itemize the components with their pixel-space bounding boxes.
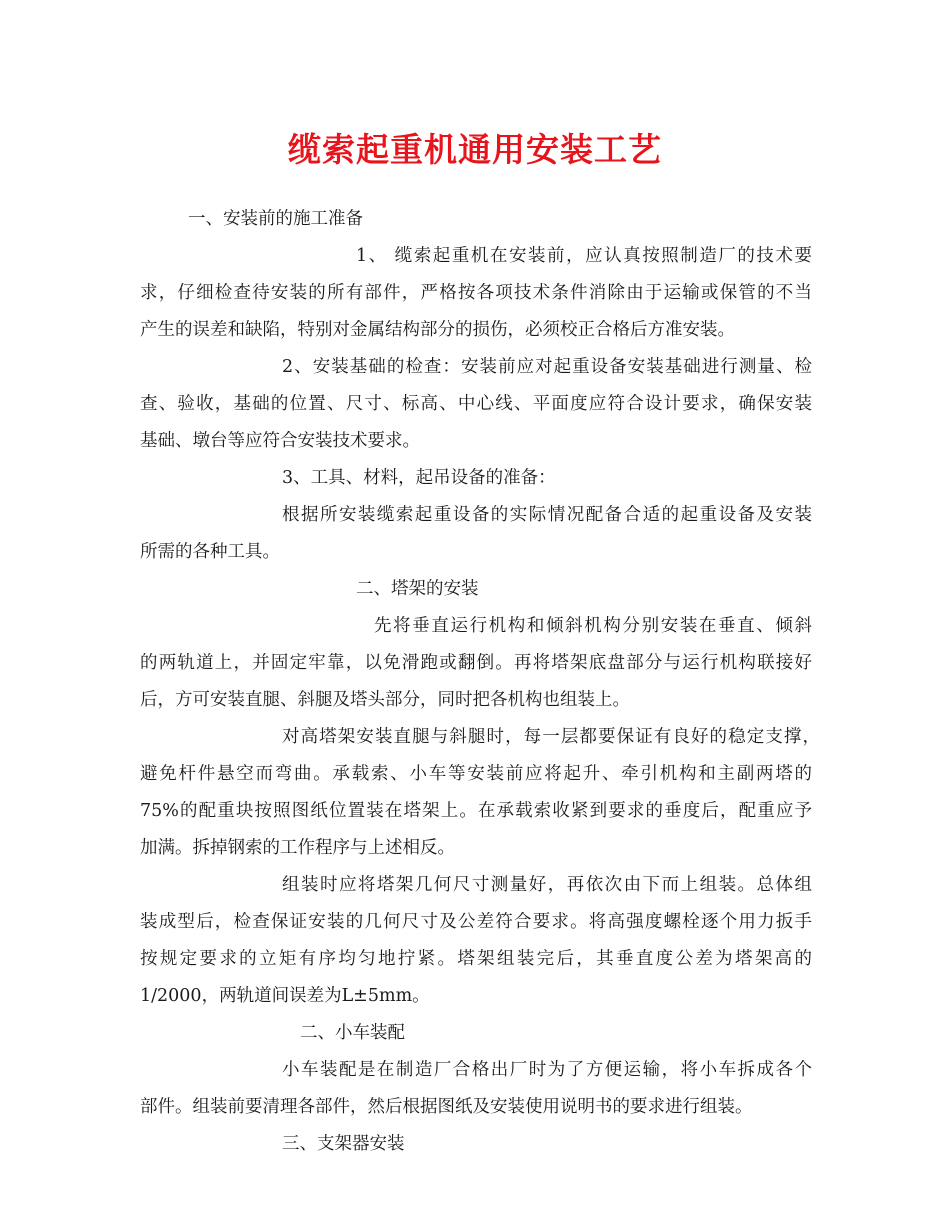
paragraph-line: 求，仔细检查待安装的所有部件，严格按各项技术条件消除由于运输或保管的不当 bbox=[140, 283, 812, 303]
paragraph-line: 2、安装基础的检查：安装前应对起重设备安装基础进行测量、检 bbox=[282, 357, 812, 377]
section-heading-support: 三、支架器安装 bbox=[282, 1134, 405, 1154]
paragraph-line: 组装时应将塔架几何尺寸测量好，再依次由下而上组装。总体组 bbox=[282, 875, 812, 895]
paragraph-line: 3、工具、材料，起吊设备的准备： bbox=[282, 468, 556, 488]
paragraph-line: 的两轨道上，并固定牢靠，以免滑跑或翻倒。再将塔架底盘部分与运行机构联接好 bbox=[140, 653, 812, 673]
paragraph-line: 75%的配重块按照图纸位置装在塔架上。在承载索收紧到要求的垂度后，配重应予 bbox=[140, 801, 812, 821]
document-title: 缆索起重机通用安装工艺 bbox=[288, 130, 662, 169]
paragraph-line: 后，方可安装直腿、斜腿及塔头部分，同时把各机构也组装上。 bbox=[140, 690, 630, 710]
paragraph-line: 按规定要求的立矩有序均匀地拧紧。塔架组装完后，其垂直度公差为塔架高的 bbox=[140, 949, 812, 969]
paragraph-line: 产生的误差和缺陷，特别对金属结构部分的损伤，必须校正合格后方准安装。 bbox=[140, 320, 735, 340]
paragraph-line: 加满。拆掉钢索的工作程序与上述相反。 bbox=[140, 838, 455, 858]
paragraph-line: 1、 缆索起重机在安装前，应认真按照制造厂的技术要 bbox=[356, 246, 812, 266]
paragraph-line: 对高塔架安装直腿与斜腿时，每一层都要保证有良好的稳定支撑， bbox=[282, 727, 820, 747]
section-heading-trolley: 二、小车装配 bbox=[300, 1023, 405, 1043]
paragraph-line: 避免杆件悬空而弯曲。承载索、小车等安装前应将起升、牵引机构和主副两塔的 bbox=[140, 764, 812, 784]
paragraph-line: 根据所安装缆索起重设备的实际情况配备合适的起重设备及安装 bbox=[282, 505, 812, 525]
paragraph-line: 装成型后，检查保证安装的几何尺寸及公差符合要求。将高强度螺栓逐个用力扳手 bbox=[140, 912, 812, 932]
paragraph-line: 1/2000，两轨道间误差为L±5mm。 bbox=[140, 986, 430, 1006]
paragraph-line: 查、验收，基础的位置、尺寸、标高、中心线、平面度应符合设计要求，确保安装 bbox=[140, 394, 812, 414]
section-heading-preparation: 一、安装前的施工准备 bbox=[188, 209, 363, 229]
paragraph-line: 所需的各种工具。 bbox=[140, 542, 280, 562]
paragraph-line: 小车装配是在制造厂合格出厂时为了方便运输，将小车拆成各个 bbox=[282, 1060, 812, 1080]
paragraph-line: 先将垂直运行机构和倾斜机构分别安装在垂直、倾斜 bbox=[374, 616, 812, 636]
paragraph-line: 基础、墩台等应符合安装技术要求。 bbox=[140, 431, 420, 451]
section-heading-tower: 二、塔架的安装 bbox=[356, 579, 479, 599]
paragraph-line: 部件。组装前要清理各部件，然后根据图纸及安装使用说明书的要求进行组装。 bbox=[140, 1097, 753, 1117]
